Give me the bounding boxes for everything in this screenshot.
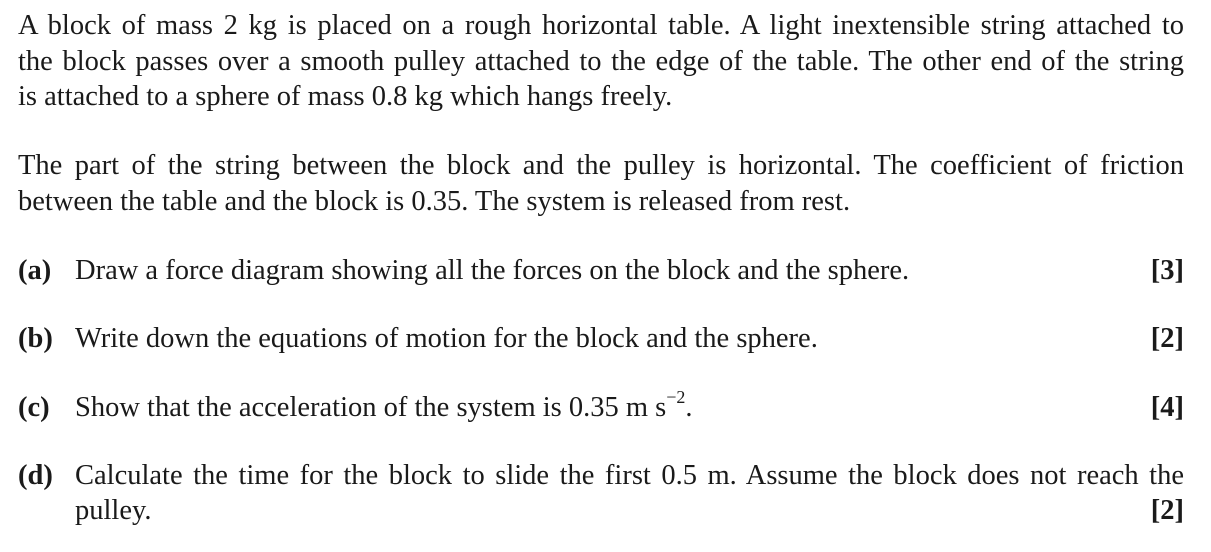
question-b — [18, 321, 1184, 357]
question-d — [18, 458, 1184, 528]
question-c-exponent: −2 — [666, 387, 686, 407]
question-a — [18, 253, 1184, 289]
setup-line-2: between the table and the block is 0.35. The system is released from rest. — [18, 185, 851, 217]
intro-paragraph — [18, 8, 1184, 115]
question-c-content — [75, 387, 693, 426]
question-c-marks: [4] — [1150, 392, 1184, 423]
question-a-text: Draw a force diagram showing all the forces on the block and the sphere. — [75, 255, 910, 286]
question-c-label: (c) — [18, 392, 50, 423]
question-d-line-1: Calculate the time for the block to slide the first 0.5 m. Assume the block does not reach the — [75, 460, 1184, 491]
question-c-text: Show that the acceleration of the system is 0.35 m s — [75, 392, 667, 423]
question-c — [18, 387, 1184, 426]
question-a-marks: [3] — [1150, 255, 1184, 286]
question-a-label: (a) — [18, 255, 52, 286]
question-d-label: (d) — [18, 460, 53, 491]
intro-line-3: is attached to a sphere of mass 0.8 kg which hangs freely. — [18, 81, 673, 112]
question-b-label: (b) — [18, 323, 53, 354]
question-b-marks: [2] — [1150, 323, 1184, 354]
intro-line-2: the block passes over a smooth pulley attached to the edge of the table. The other end of the string — [18, 45, 1184, 77]
question-b-text: Write down the equations of motion for the block and the sphere. — [75, 323, 818, 354]
question-d-body — [75, 458, 1184, 528]
question-c-suffix: . — [685, 392, 693, 423]
setup-line-1: The part of the string between the block and the pulley is horizontal. The coefficient of friction — [18, 150, 1184, 181]
question-d-marks: [2] — [1150, 495, 1184, 526]
question-d-line-2-row — [75, 493, 1184, 528]
setup-paragraph — [18, 148, 1184, 219]
intro-line-1: A block of mass 2 kg is placed on a rough horizontal table. A light inextensible string attached to — [18, 10, 1184, 41]
question-d-line-2: pulley. — [75, 495, 152, 526]
